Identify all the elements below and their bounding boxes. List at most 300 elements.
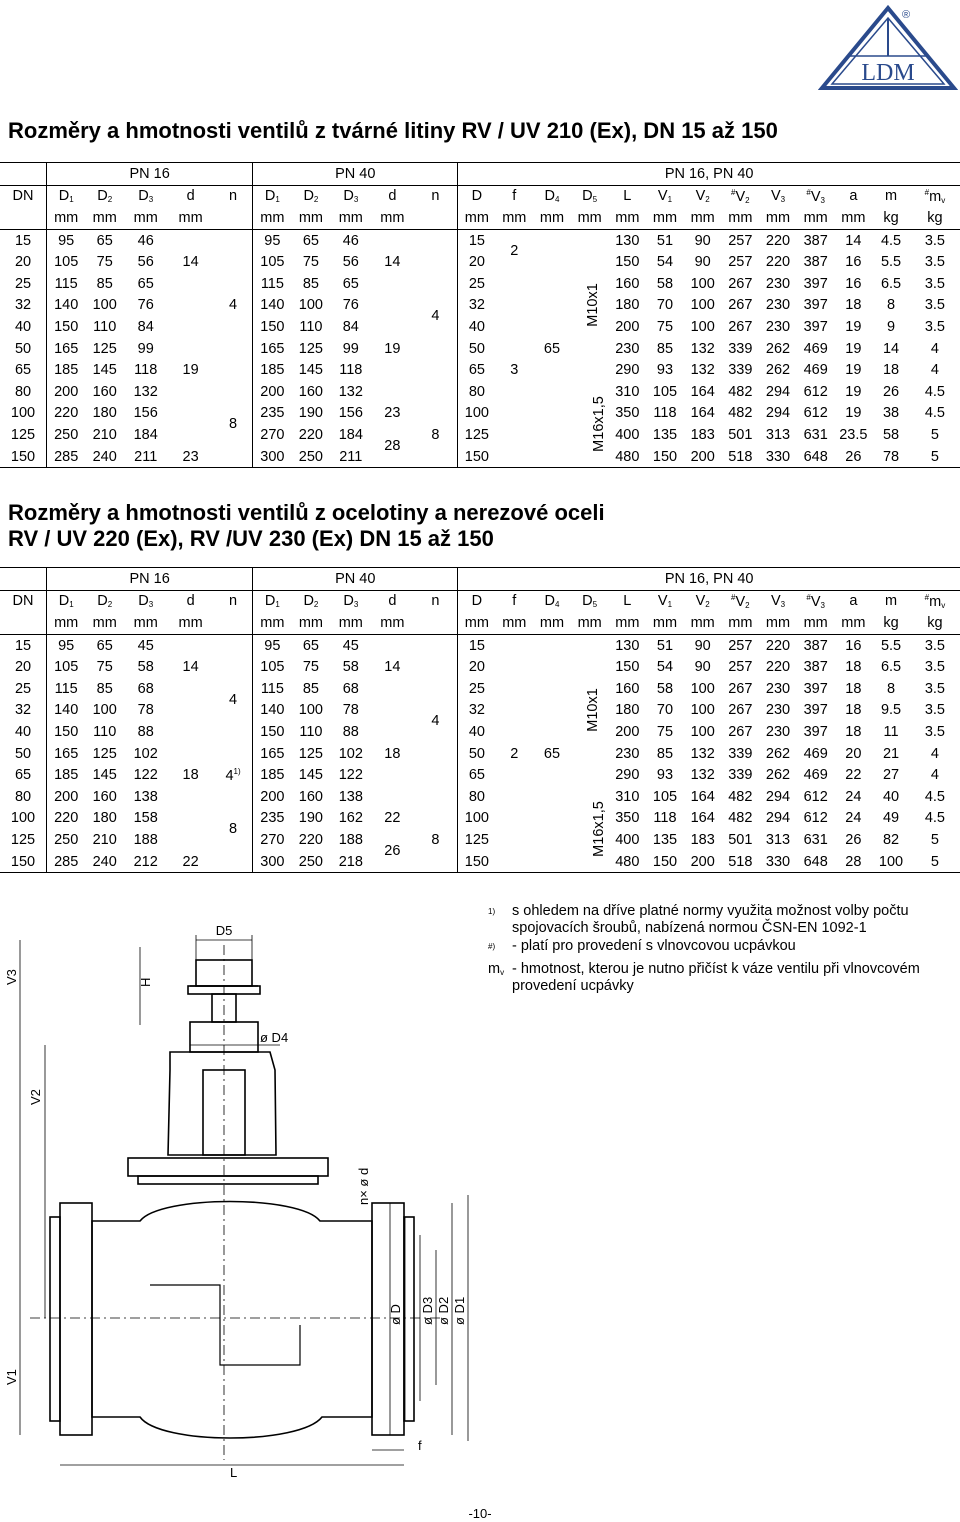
table-cell: 15 bbox=[0, 634, 47, 656]
table-cell: 18 bbox=[845, 723, 862, 740]
table-cell: 75 bbox=[656, 723, 674, 740]
table-cell: 19 bbox=[845, 362, 862, 379]
table-row bbox=[0, 829, 960, 851]
table-cell: 65 bbox=[14, 767, 32, 784]
table-cell: 125 bbox=[92, 745, 117, 762]
table-cell: 160 bbox=[92, 788, 117, 805]
table-cell: 257 bbox=[728, 254, 753, 271]
table-cell: 469 bbox=[803, 745, 828, 762]
table-cell: 24 bbox=[845, 788, 862, 805]
table-cell: 58 bbox=[882, 426, 900, 443]
table-cell: 257 bbox=[728, 659, 753, 676]
table-cell: 50 bbox=[14, 340, 32, 357]
table-cell: 95 bbox=[47, 229, 86, 251]
table-cell: 180 bbox=[92, 405, 117, 422]
header-row: DN $D_1$ $D_2$ $D_3$ d n $D_1$ $D_2$ $D_3$ d n D f $D_4$ $D_5$ L $V_1$ $V_2$ $^{\#}V_2$ $V_3$ $^{\#}V_3$ a m $^{\#}m_v$ bbox=[0, 590, 960, 612]
svg-text:ø D2: ø D2 bbox=[436, 1296, 451, 1325]
table-cell: 200 bbox=[253, 381, 292, 403]
table-cell: 20 bbox=[845, 745, 862, 762]
table-cell: 32 bbox=[14, 702, 32, 719]
table-cell: 105 bbox=[253, 656, 292, 678]
table-cell: 220 bbox=[765, 659, 791, 676]
table-cell: 150 bbox=[615, 254, 640, 271]
table-cell: 5 bbox=[930, 831, 939, 848]
table-cell: 100 bbox=[872, 851, 910, 873]
table-cell: 18 bbox=[845, 702, 862, 719]
table-cell: 612 bbox=[803, 383, 828, 400]
table-cell: 290 bbox=[615, 362, 640, 379]
table-cell: 469 bbox=[803, 362, 828, 379]
table-cast-steel bbox=[0, 567, 960, 873]
table-cell: 156 bbox=[133, 405, 158, 422]
table-cell: 5 bbox=[910, 851, 960, 873]
table-cell: 212 bbox=[124, 851, 167, 873]
merged-cell: 2 bbox=[495, 229, 533, 273]
table-cell: 397 bbox=[803, 723, 828, 740]
table-cell: 18 bbox=[845, 680, 862, 697]
table-cell: 267 bbox=[728, 275, 753, 292]
table-cell: 3.5 bbox=[924, 297, 946, 314]
merged-cell: M10x1 bbox=[571, 634, 609, 786]
table-cell: 160 bbox=[298, 383, 323, 400]
table-cell: 122 bbox=[133, 767, 158, 784]
table-cell: 20 bbox=[458, 251, 496, 273]
group-pn16-pn40: PN 16, PN 40 bbox=[458, 163, 960, 186]
table-cell: 200 bbox=[47, 381, 86, 403]
table-cell: 262 bbox=[765, 362, 791, 379]
table-cell: 100 bbox=[690, 318, 715, 335]
merged-cell bbox=[371, 359, 413, 402]
table-cell: 631 bbox=[803, 426, 828, 443]
table-cell: 150 bbox=[0, 851, 47, 873]
table-cell: 631 bbox=[803, 831, 828, 848]
table-cell: 85 bbox=[96, 275, 113, 292]
table-cell: 270 bbox=[253, 829, 292, 851]
table-cell: 100 bbox=[690, 702, 715, 719]
table-cell: 285 bbox=[47, 446, 86, 468]
table-cell: 185 bbox=[47, 764, 86, 786]
merged-cell bbox=[167, 381, 214, 446]
table-cell: 290 bbox=[615, 767, 640, 784]
table-cell: 82 bbox=[882, 831, 900, 848]
table-cell: 220 bbox=[759, 229, 797, 251]
table-cell: 300 bbox=[253, 446, 292, 468]
table-cell: 40 bbox=[14, 318, 32, 335]
table-cell: 76 bbox=[342, 297, 359, 314]
merged-cell bbox=[167, 273, 214, 359]
table-cell: 3.5 bbox=[910, 229, 960, 251]
table-cell: 3.5 bbox=[924, 702, 946, 719]
table-cell: 480 bbox=[608, 446, 646, 468]
merged-cell bbox=[533, 359, 571, 467]
table-cell: 188 bbox=[338, 831, 363, 848]
table-cell: 150 bbox=[253, 316, 292, 338]
table-cell: 75 bbox=[302, 254, 319, 271]
table-cell: 75 bbox=[96, 254, 113, 271]
table-cell: 183 bbox=[690, 426, 715, 443]
table-cell: 330 bbox=[759, 851, 797, 873]
table-cell: 397 bbox=[803, 275, 828, 292]
svg-text:D5: D5 bbox=[215, 923, 233, 938]
table-cell: 150 bbox=[615, 659, 640, 676]
merged-cell: 2 bbox=[495, 634, 533, 873]
table-row bbox=[0, 251, 960, 273]
group-pn40: PN 40 bbox=[253, 568, 458, 591]
merged-cell: 4$^{1)}$ bbox=[225, 766, 241, 784]
table-cell: 21 bbox=[882, 745, 900, 762]
merged-cell: 18 bbox=[182, 767, 199, 784]
table-cell: 184 bbox=[338, 426, 363, 443]
table-cell: 88 bbox=[342, 723, 359, 740]
table-cell: 130 bbox=[608, 229, 646, 251]
table-cell: 25 bbox=[458, 678, 496, 700]
table-cell: 200 bbox=[684, 851, 722, 873]
logo-text: LDM bbox=[861, 60, 915, 86]
table-cell: 78 bbox=[872, 446, 910, 468]
table-cell: 95 bbox=[253, 229, 292, 251]
table-cell: 185 bbox=[253, 359, 292, 381]
table-cell: 46 bbox=[330, 229, 371, 251]
table-cell: 28 bbox=[835, 851, 873, 873]
table-cell: 68 bbox=[342, 680, 359, 697]
table-cell: 85 bbox=[96, 680, 113, 697]
table-row bbox=[0, 743, 960, 765]
table-cell: 250 bbox=[292, 851, 331, 873]
table-cell: 230 bbox=[765, 702, 791, 719]
table-cell: 105 bbox=[47, 656, 86, 678]
table-cell: 135 bbox=[652, 831, 678, 848]
section1-title: Rozměry a hmotnosti ventilů z tvárné litiny RV / UV 210 (Ex), DN 15 až 150 bbox=[8, 118, 778, 143]
table-cell: 218 bbox=[330, 851, 371, 873]
table-cell: 162 bbox=[338, 810, 363, 827]
table-cell: 100 bbox=[458, 403, 496, 425]
table-cell: 5 bbox=[930, 426, 939, 443]
table-cell: 3.5 bbox=[924, 723, 946, 740]
table-cell: 32 bbox=[458, 295, 496, 317]
table-cell: 76 bbox=[137, 297, 154, 314]
table-cell: 165 bbox=[253, 743, 292, 765]
svg-text:V1: V1 bbox=[4, 1369, 19, 1385]
table-cell: 14 bbox=[835, 229, 873, 251]
merged-cell bbox=[371, 634, 413, 656]
table-cell: 105 bbox=[47, 251, 86, 273]
table-cell: 49 bbox=[882, 810, 900, 827]
table-cell: 310 bbox=[615, 788, 640, 805]
table-cell: 220 bbox=[298, 426, 323, 443]
table-cell: 235 bbox=[253, 808, 292, 830]
table-cell: 648 bbox=[797, 446, 835, 468]
table-cell: 156 bbox=[338, 405, 363, 422]
table-cell: 235 bbox=[253, 403, 292, 425]
table-cell: 160 bbox=[615, 680, 640, 697]
table-cell: 313 bbox=[765, 426, 791, 443]
table-cell: 90 bbox=[694, 254, 711, 271]
table-cell: 32 bbox=[14, 297, 32, 314]
table-cell: 220 bbox=[47, 808, 86, 830]
table-cell: 482 bbox=[728, 810, 753, 827]
table-cell: 339 bbox=[728, 745, 753, 762]
table-cell: 40 bbox=[458, 316, 496, 338]
table-cell: 501 bbox=[728, 426, 753, 443]
table-cell: 294 bbox=[765, 788, 791, 805]
table-cell: 150 bbox=[458, 851, 496, 873]
merged-cell: 22 bbox=[384, 810, 401, 827]
table-cell: 648 bbox=[797, 851, 835, 873]
merged-cell: 23 bbox=[167, 446, 214, 468]
table-cell: 3.5 bbox=[910, 634, 960, 656]
table-cell: 518 bbox=[722, 446, 760, 468]
table-cell: 70 bbox=[656, 702, 674, 719]
table-cell: 240 bbox=[85, 851, 124, 873]
table-row bbox=[0, 721, 960, 743]
merged-cell: 22 bbox=[167, 851, 214, 873]
table-cell: 85 bbox=[656, 340, 674, 357]
table-cell: 54 bbox=[656, 254, 674, 271]
table-cell: 270 bbox=[253, 424, 292, 446]
table-cell: 100 bbox=[92, 297, 117, 314]
header-row: DN $D_1$ $D_2$ $D_3$ d n $D_1$ $D_2$ $D_3$ d n D f $D_4$ $D_5$ L $V_1$ $V_2$ $^{\#}V_2$ $V_3$ $^{\#}V_3$ a m $^{\#}m_v$ bbox=[0, 185, 960, 207]
table-cell: 4 bbox=[930, 362, 939, 379]
table-cell: 20 bbox=[14, 659, 32, 676]
table-cell: 105 bbox=[652, 383, 678, 400]
table-cell: 65 bbox=[458, 359, 496, 381]
table-cell: 230 bbox=[615, 340, 640, 357]
table-cell: 612 bbox=[803, 810, 828, 827]
table-cell: 230 bbox=[765, 680, 791, 697]
table-cell: 190 bbox=[298, 810, 323, 827]
table-cell: 75 bbox=[96, 659, 113, 676]
table-cell: 180 bbox=[615, 702, 640, 719]
table-cell: 250 bbox=[47, 829, 86, 851]
table-cell: 185 bbox=[47, 359, 86, 381]
table-cell: 80 bbox=[14, 383, 32, 400]
table-cell: 3.5 bbox=[924, 318, 946, 335]
table-cell: 180 bbox=[92, 810, 117, 827]
svg-text:ø D4: ø D4 bbox=[260, 1030, 289, 1045]
table-cell: 4.5 bbox=[924, 810, 946, 827]
merged-cell: 18 bbox=[384, 745, 401, 762]
merged-cell: 4 bbox=[214, 229, 253, 381]
table-cell: 518 bbox=[722, 851, 760, 873]
table-cell: 230 bbox=[765, 723, 791, 740]
svg-text:ø D1: ø D1 bbox=[452, 1296, 467, 1325]
table-cell: 65 bbox=[342, 275, 359, 292]
merged-cell: 8 bbox=[413, 403, 457, 468]
table-cell: 115 bbox=[47, 678, 86, 700]
table-cell: 99 bbox=[137, 340, 154, 357]
table-cell: 95 bbox=[253, 634, 292, 656]
table-cell: 230 bbox=[765, 275, 791, 292]
merged-cell bbox=[167, 634, 214, 656]
table-cell: 26 bbox=[845, 831, 862, 848]
merged-cell: 26 bbox=[371, 829, 413, 873]
table-cell: 145 bbox=[92, 362, 117, 379]
table-cell: 75 bbox=[302, 659, 319, 676]
table-cell: 6.5 bbox=[880, 659, 902, 676]
table-cell: 397 bbox=[803, 680, 828, 697]
table-cell: 58 bbox=[137, 659, 154, 676]
table-cell: 501 bbox=[728, 831, 753, 848]
table-cell: 8 bbox=[886, 297, 896, 314]
merged-cell: 19 bbox=[182, 362, 199, 379]
table-cell: 85 bbox=[656, 745, 674, 762]
table-cell: 6.5 bbox=[880, 275, 902, 292]
table-cell: 482 bbox=[728, 383, 753, 400]
merged-cell bbox=[167, 229, 214, 251]
table-cell: 125 bbox=[458, 424, 496, 446]
merged-cell: 28 bbox=[371, 424, 413, 468]
table-cell: 397 bbox=[803, 318, 828, 335]
table-cell: 22 bbox=[845, 767, 862, 784]
footnote-mv: mv - hmotnost, kterou je nutno přičíst k váze ventilu při vlnovcovém provedení ucpávky bbox=[488, 961, 920, 994]
table-cell: 95 bbox=[47, 634, 86, 656]
merged-cell bbox=[371, 678, 413, 743]
ldm-logo bbox=[818, 4, 958, 92]
table-cell: 230 bbox=[765, 318, 791, 335]
merged-cell: M10x1 bbox=[571, 229, 609, 381]
table-cell: 339 bbox=[728, 340, 753, 357]
merged-cell bbox=[371, 764, 413, 807]
table-cell: 482 bbox=[728, 788, 753, 805]
merged-cell: 65 bbox=[533, 634, 571, 873]
table-cell: 150 bbox=[47, 721, 86, 743]
table-cell: 125 bbox=[10, 426, 36, 443]
merged-cell: M16x1,5 bbox=[571, 381, 609, 468]
section2-title-line1: Rozměry a hmotnosti ventilů z ocelotiny a nerezové oceli bbox=[8, 500, 605, 525]
table-cell: 150 bbox=[458, 446, 496, 468]
merged-cell bbox=[167, 786, 214, 851]
table-cell: 140 bbox=[253, 295, 292, 317]
table-cell: 125 bbox=[458, 829, 496, 851]
footnote-hash: #) - platí pro provedení s vlnovcovou ucpávkou bbox=[488, 938, 796, 954]
table-cell: 45 bbox=[124, 634, 167, 656]
table-cell: 132 bbox=[690, 745, 715, 762]
table-cell: 16 bbox=[845, 275, 862, 292]
table-cell: 100 bbox=[690, 297, 715, 314]
table-cell: 230 bbox=[615, 745, 640, 762]
table-cell: 88 bbox=[137, 723, 154, 740]
table-ductile-iron bbox=[0, 162, 960, 468]
svg-text:ø D3: ø D3 bbox=[420, 1296, 435, 1325]
table-cell: 85 bbox=[302, 275, 319, 292]
table-cell: 46 bbox=[124, 229, 167, 251]
table-cell: 160 bbox=[615, 275, 640, 292]
table-cell: 102 bbox=[338, 745, 363, 762]
table-cell: 118 bbox=[134, 362, 158, 379]
table-row bbox=[0, 764, 960, 786]
table-cell: 387 bbox=[797, 634, 835, 656]
table-row bbox=[0, 634, 960, 656]
table-cell: 267 bbox=[728, 297, 753, 314]
table-cell: 15 bbox=[458, 634, 496, 656]
table-cell: 3.5 bbox=[924, 659, 946, 676]
table-cell: 19 bbox=[845, 340, 862, 357]
table-cell: 135 bbox=[652, 426, 678, 443]
table-cell: 400 bbox=[615, 426, 640, 443]
table-row bbox=[0, 229, 960, 251]
table-cell: 140 bbox=[47, 295, 86, 317]
table-cell: 65 bbox=[85, 634, 124, 656]
table-cell: 118 bbox=[339, 362, 363, 379]
table-row bbox=[0, 656, 960, 678]
table-cell: 125 bbox=[298, 745, 323, 762]
table-cell: 100 bbox=[10, 810, 36, 827]
table-cell: 164 bbox=[690, 810, 715, 827]
table-cell: 18 bbox=[845, 297, 862, 314]
merged-cell bbox=[495, 273, 533, 359]
table-cell: 75 bbox=[656, 318, 674, 335]
merged-cell: 14 bbox=[182, 254, 199, 271]
svg-text:ø D: ø D bbox=[388, 1304, 403, 1325]
table-cell: 80 bbox=[458, 786, 496, 808]
table-cell: 110 bbox=[299, 318, 323, 335]
table-row bbox=[0, 381, 960, 403]
table-cell: 90 bbox=[694, 659, 711, 676]
table-cell: 165 bbox=[47, 338, 86, 360]
page-number: -10- bbox=[468, 1506, 492, 1521]
table-cell: 220 bbox=[759, 634, 797, 656]
svg-text:f: f bbox=[418, 1438, 422, 1453]
section2-title-line2: RV / UV 220 (Ex), RV /UV 230 (Ex) DN 15 až 150 bbox=[8, 526, 494, 551]
table-cell: 267 bbox=[728, 680, 753, 697]
table-cell: 267 bbox=[728, 702, 753, 719]
table-cell: 78 bbox=[137, 702, 154, 719]
table-cell: 93 bbox=[656, 767, 674, 784]
table-cell: 100 bbox=[458, 808, 496, 830]
table-cell: 310 bbox=[615, 383, 640, 400]
table-cell: 15 bbox=[458, 229, 496, 251]
table-cell: 54 bbox=[656, 659, 674, 676]
table-cell: 190 bbox=[298, 405, 323, 422]
table-cell: 26 bbox=[835, 446, 873, 468]
table-cell: 262 bbox=[765, 340, 791, 357]
table-cell: 164 bbox=[690, 405, 715, 422]
registered-mark: ® bbox=[902, 9, 911, 21]
table-cell: 5 bbox=[910, 446, 960, 468]
table-cell: 100 bbox=[690, 275, 715, 292]
merged-cell: 4 bbox=[413, 634, 457, 807]
table-cell: 90 bbox=[684, 634, 722, 656]
table-cell: 5.5 bbox=[880, 254, 902, 271]
table-cell: 58 bbox=[656, 275, 674, 292]
table-cell: 300 bbox=[253, 851, 292, 873]
table-cell: 78 bbox=[342, 702, 359, 719]
table-cell: 115 bbox=[253, 273, 292, 295]
table-cell: 294 bbox=[765, 405, 791, 422]
group-pn16-pn40: PN 16, PN 40 bbox=[458, 568, 960, 591]
table-cell: 118 bbox=[653, 810, 677, 827]
merged-cell bbox=[371, 273, 413, 338]
table-cell: 188 bbox=[133, 831, 158, 848]
table-cell: 110 bbox=[93, 723, 117, 740]
table-cell: 25 bbox=[14, 680, 32, 697]
table-cell: 65 bbox=[292, 229, 331, 251]
table-cell: 160 bbox=[298, 788, 323, 805]
table-cell: 257 bbox=[722, 634, 760, 656]
table-cell: 180 bbox=[615, 297, 640, 314]
table-cell: 257 bbox=[722, 229, 760, 251]
table-row bbox=[0, 424, 960, 446]
table-cell: 339 bbox=[728, 362, 753, 379]
table-cell: 11 bbox=[883, 723, 899, 740]
merged-cell: 4 bbox=[413, 229, 457, 402]
table-cell: 24 bbox=[845, 810, 862, 827]
table-cell: 50 bbox=[458, 338, 496, 360]
table-cell: 397 bbox=[803, 702, 828, 719]
table-cell: 65 bbox=[85, 229, 124, 251]
table-cell: 612 bbox=[803, 788, 828, 805]
table-cell: 4.5 bbox=[924, 383, 946, 400]
